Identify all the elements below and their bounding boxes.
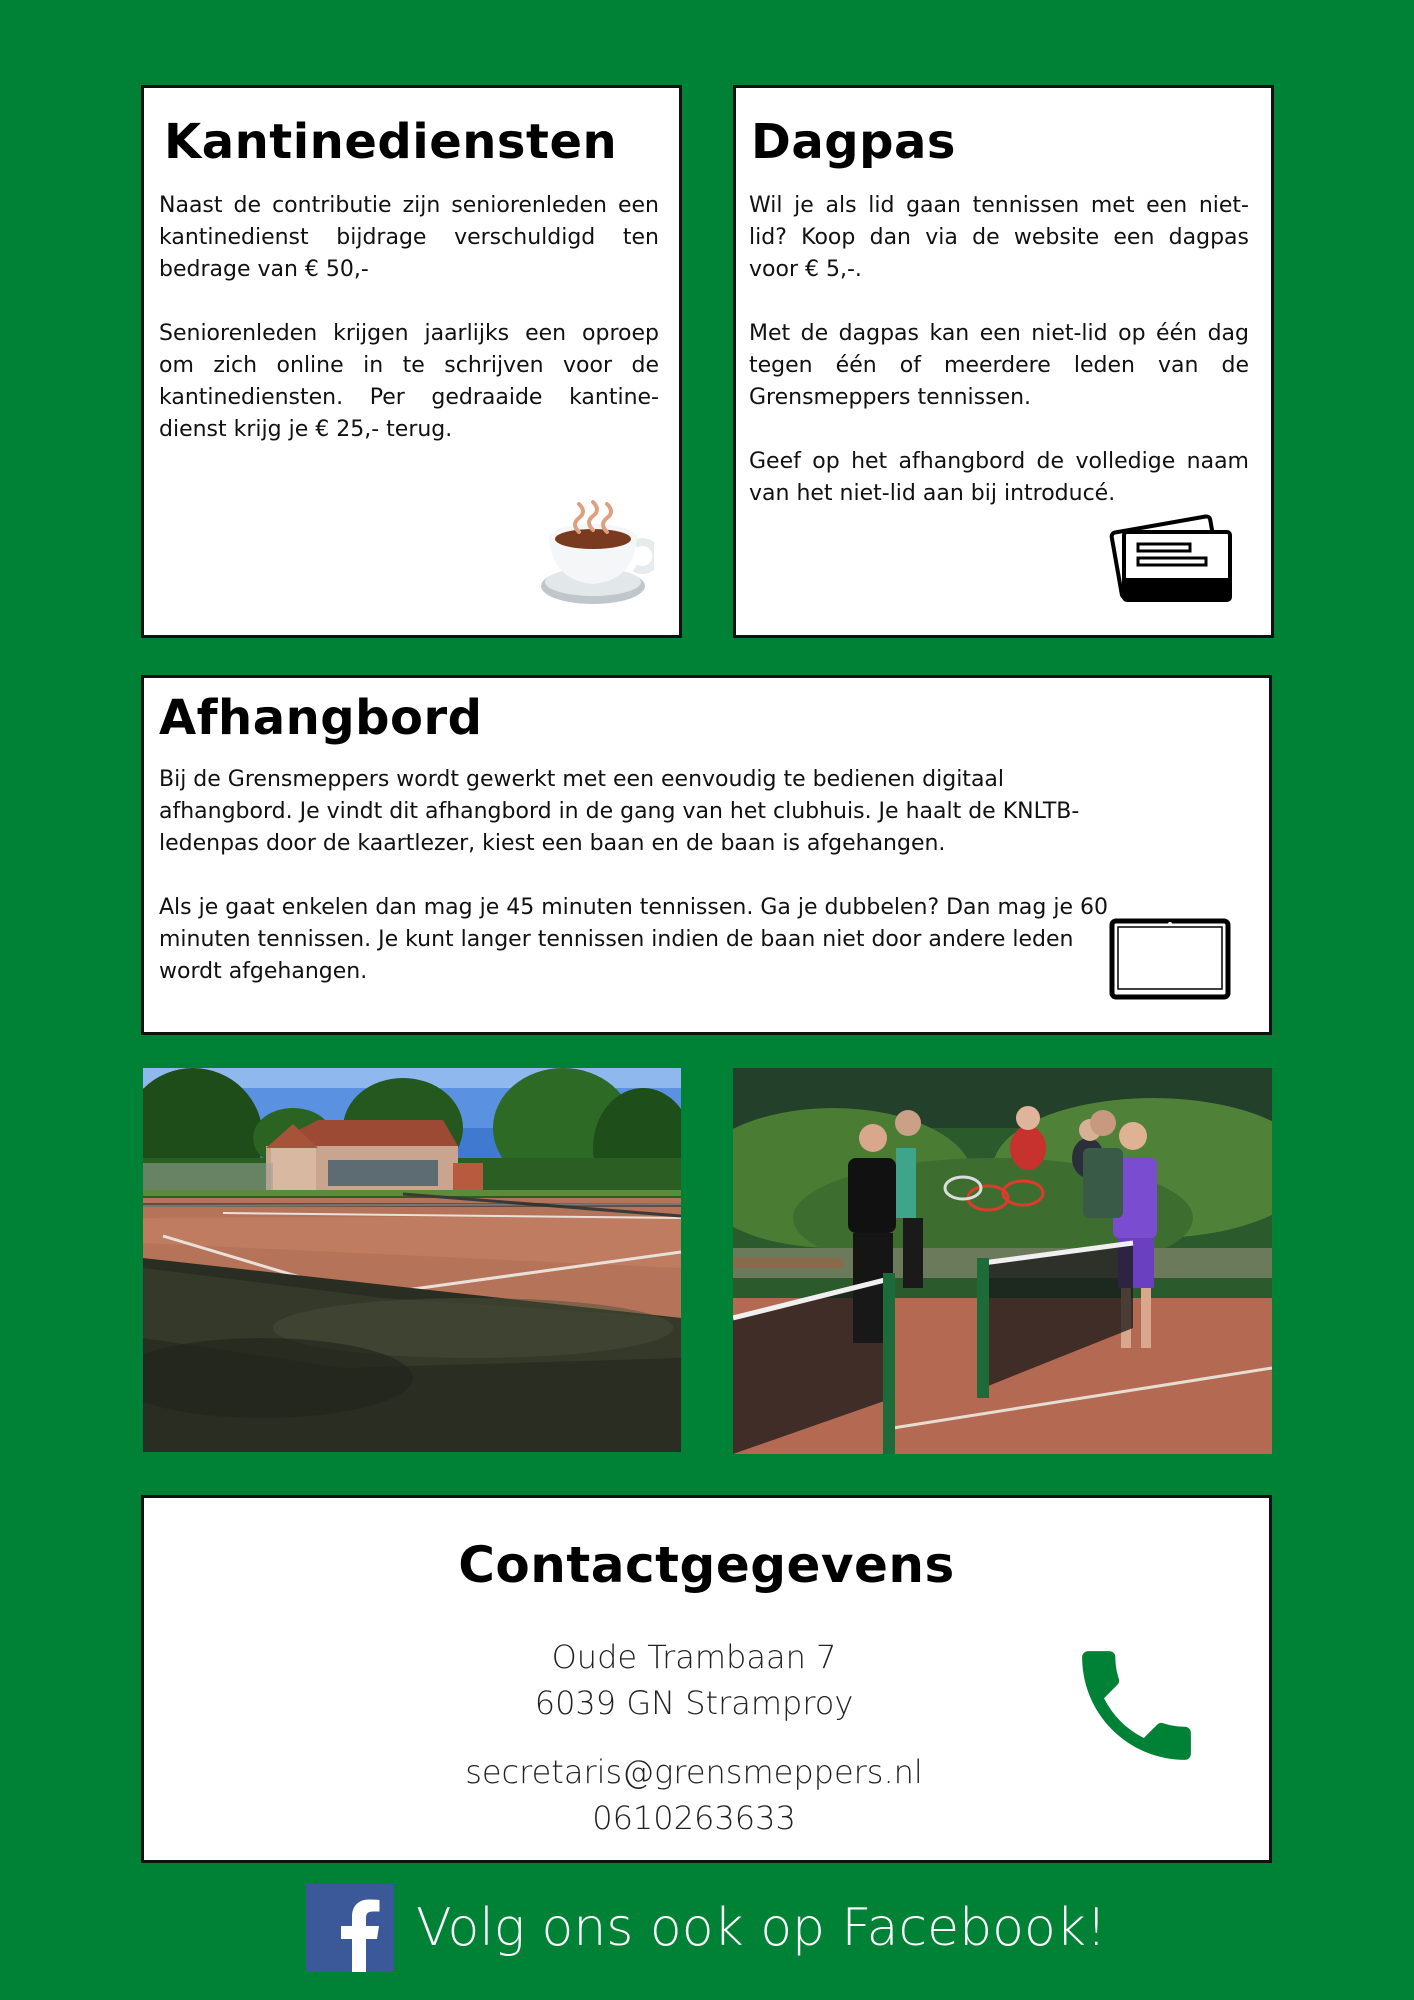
- phone-number[interactable]: 0610263633: [592, 1799, 796, 1837]
- contact-title: Contactgegevens: [458, 1536, 955, 1594]
- facebook-label[interactable]: Volg ons ook op Facebook!: [416, 1898, 1107, 1958]
- address-block: [244, 1634, 1144, 1726]
- email-link[interactable]: secretaris@grensmeppers.nl: [465, 1753, 923, 1791]
- phone-icon: [1064, 1633, 1209, 1778]
- facebook-row[interactable]: [306, 1883, 1107, 1973]
- facebook-icon[interactable]: [306, 1884, 394, 1972]
- kantinediensten-paragraph-2: Seniorenleden krijgen jaarlijks een oproep om zich online in te schrijven voor de kantinediensten. Per gedraaide kantine-dienst krijg je € 25,- terug.: [159, 321, 659, 442]
- afhangbord-paragraph-2: Als je gaat enkelen dan mag je 45 minuten tennissen. Ga je dubbelen? Dan mag je 60 minuten tennissen. Je kunt langer tennissen indien de baan niet door andere leden wordt afgehangen.: [159, 895, 1108, 984]
- dagpas-paragraph-2: Met de dagpas kan een niet-lid op één dag tegen één of meerdere leden van de Grensmeppers tennissen.: [749, 321, 1249, 410]
- kantinediensten-card: [141, 85, 682, 638]
- afhangbord-paragraph-1: Bij de Grensmeppers wordt gewerkt met een eenvoudig te bedienen digitaal afhangbord. Je vindt dit afhangbord in de gang van het clubhuis. Je haalt de KNLTB-ledenpas door de kaartlezer, kiest een baan en de baan is afgehangen.: [159, 767, 1080, 856]
- cards-icon: [1108, 508, 1238, 608]
- city-address: 6039 GN Stramproy: [534, 1684, 854, 1722]
- street-address: Oude Trambaan 7: [551, 1638, 837, 1676]
- dagpas-card: [733, 85, 1274, 638]
- kantinediensten-paragraph-1: Naast de contributie zijn seniorenleden een kantinedienst bijdrage verschuldigd ten bedrage van € 50,-: [159, 193, 659, 282]
- dagpas-paragraph-1: Wil je als lid gaan tennissen met een niet-lid? Koop dan via de website een dagpas voor € 5,-.: [749, 193, 1249, 282]
- tennis-court-photo: [143, 1068, 681, 1452]
- afhangbord-body: [159, 764, 1109, 988]
- kantinediensten-title: Kantinediensten: [164, 114, 618, 170]
- coffee-cup-icon: [539, 498, 654, 608]
- dagpas-body: [749, 190, 1249, 510]
- kantinediensten-body: [159, 190, 659, 446]
- afhangbord-title: Afhangbord: [159, 690, 483, 746]
- contact-details: [244, 1749, 1144, 1841]
- tablet-icon: [1109, 918, 1231, 1002]
- contact-card: [141, 1495, 1272, 1863]
- dagpas-paragraph-3: Geef op het afhangbord de volledige naam van het niet-lid aan bij introducé.: [749, 449, 1249, 506]
- afhangbord-card: [141, 675, 1272, 1035]
- dagpas-title: Dagpas: [751, 114, 956, 170]
- players-photo: [733, 1068, 1272, 1454]
